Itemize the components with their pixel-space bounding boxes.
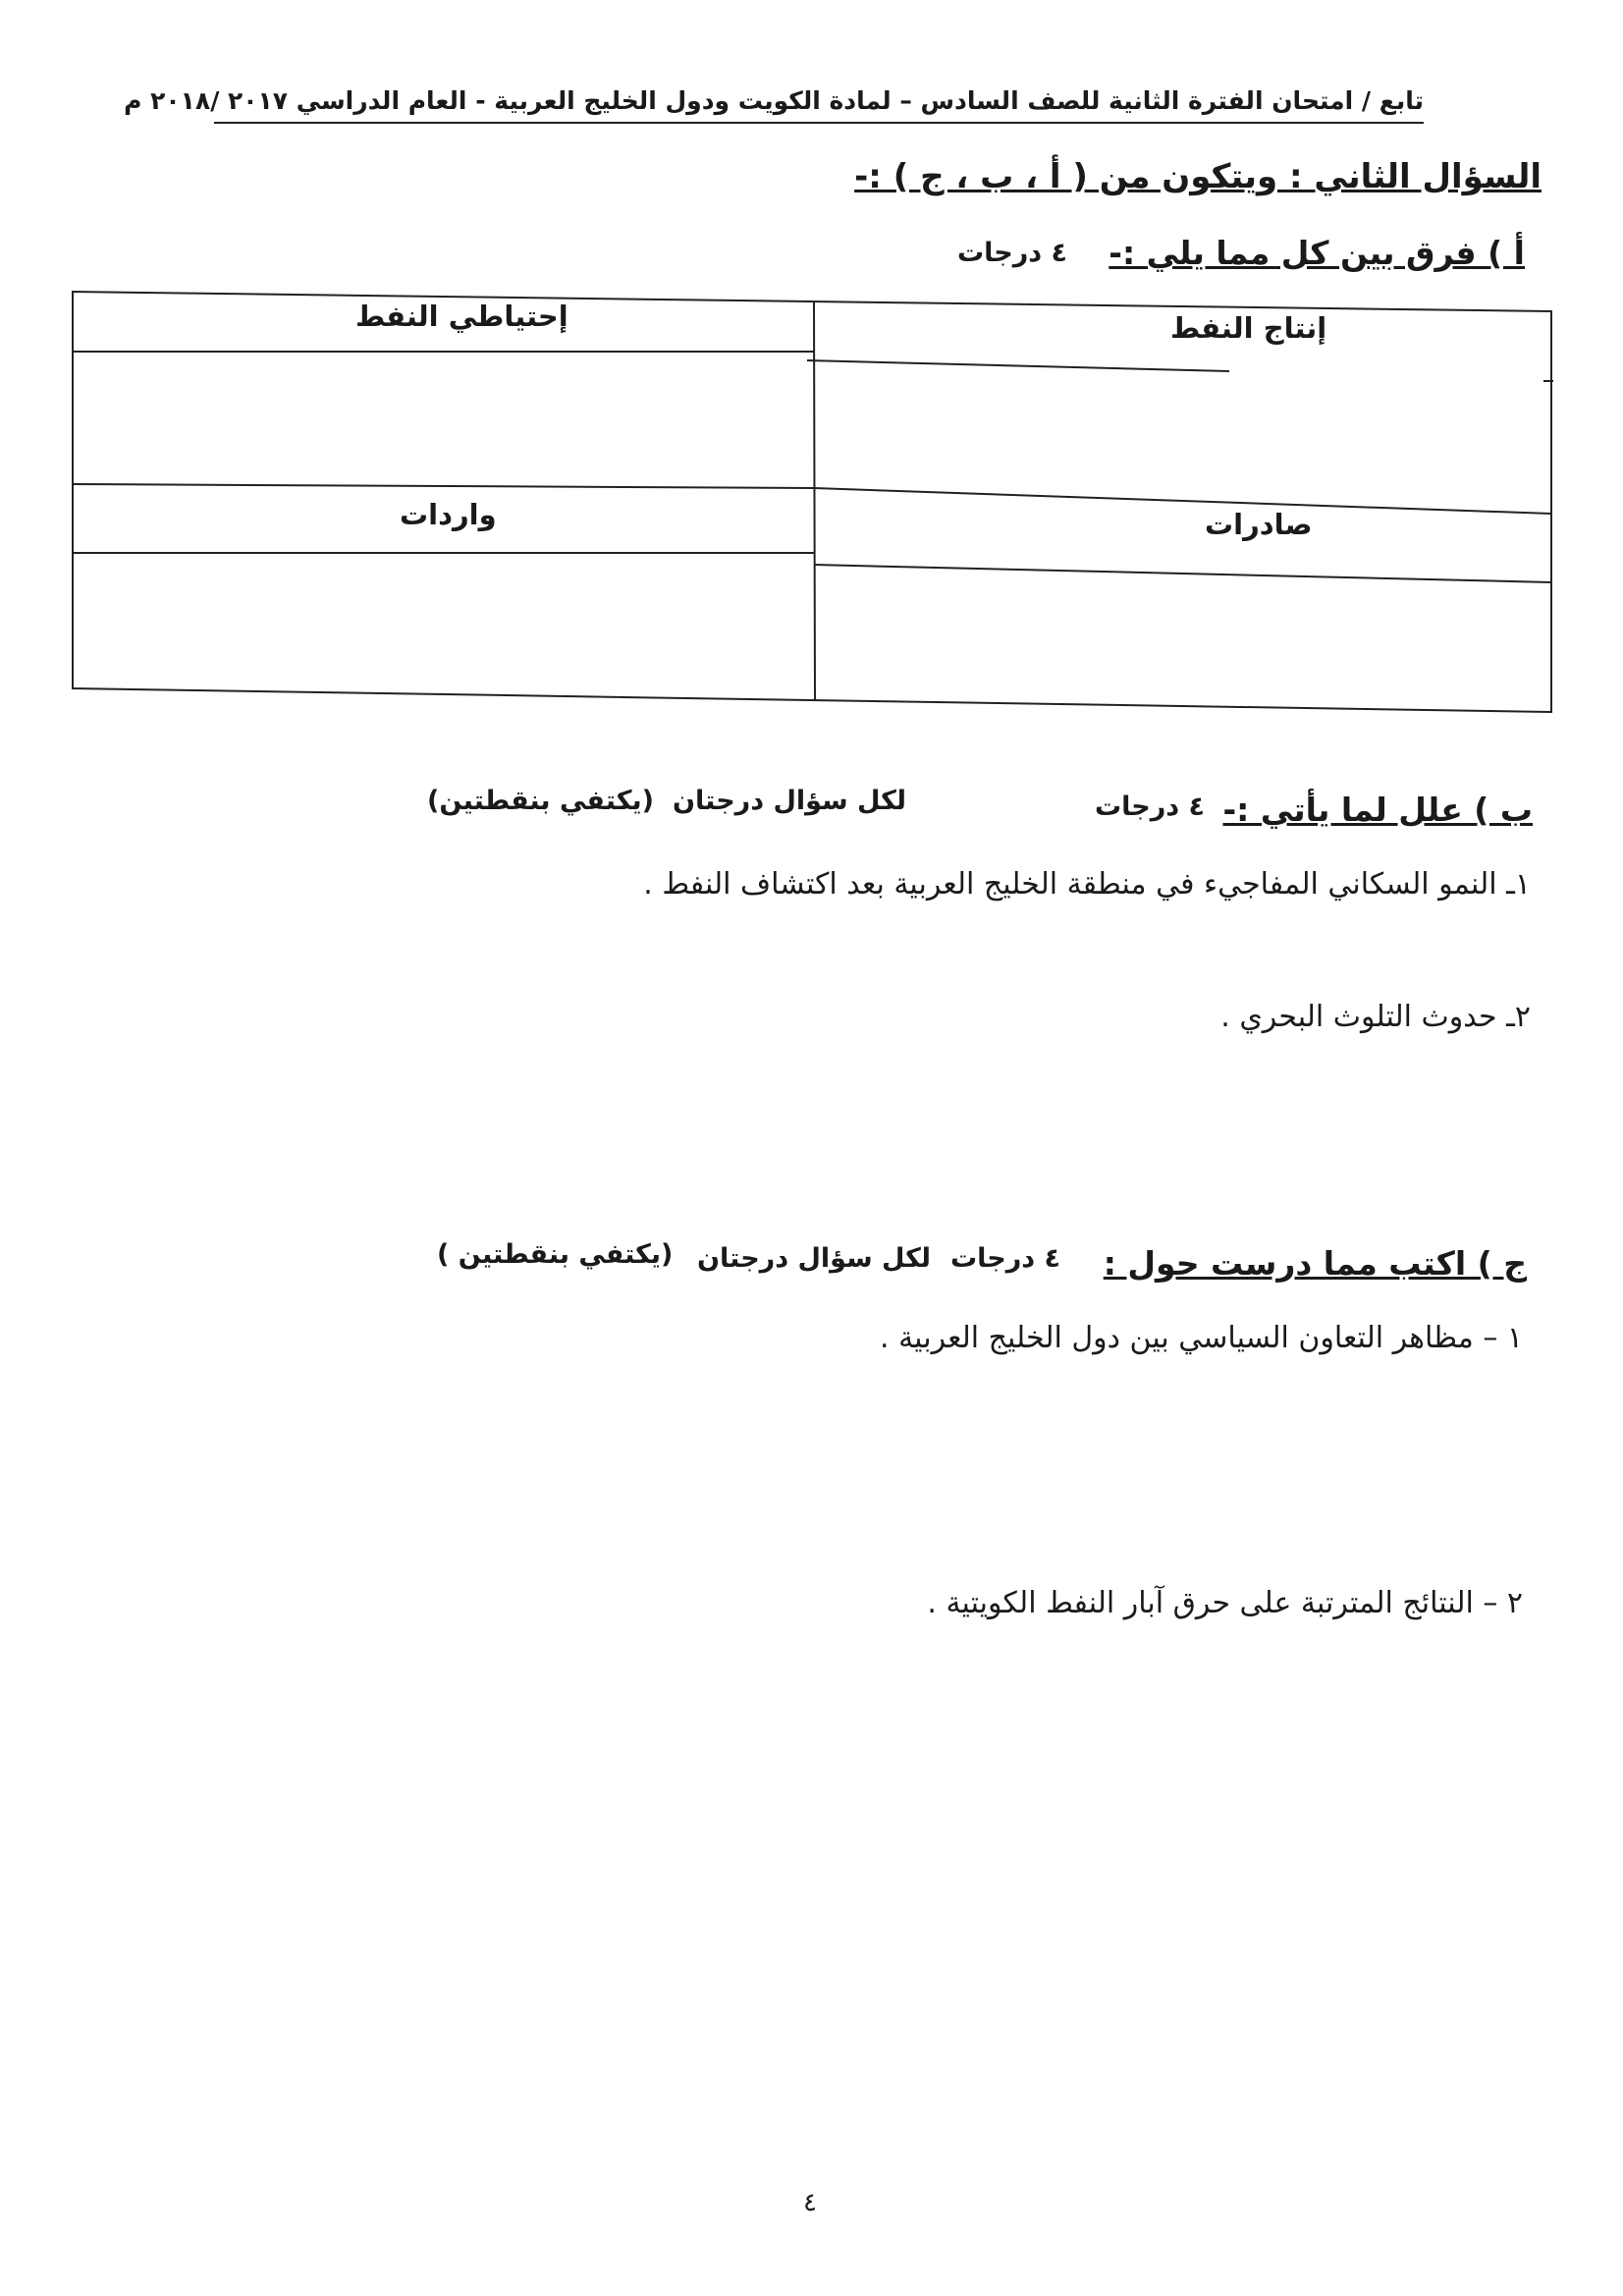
comparison-table	[71, 290, 1555, 715]
section-a-label: أ ) فرق بين كل مما يلي :-	[1109, 234, 1525, 272]
section-c-label: ج ) اكتب مما درست حول :	[1103, 1244, 1527, 1283]
section-c-item-2: ٢ – النتائج المترتبة على حرق آبار النفط الكويتية .	[927, 1586, 1523, 1620]
header-oil-production: إنتاج النفط	[1170, 311, 1327, 345]
page-header: تابع / امتحان الفترة الثانية للصف السادس – لمادة الكويت ودول الخليج العربية - العام الدراسي ٢٠١٧ /٢٠١٨ م	[124, 86, 1424, 115]
header-underline	[214, 122, 1424, 124]
header-exports: صادرات	[1205, 508, 1313, 541]
section-b-note: (يكتفي بنقطتين)	[427, 786, 654, 816]
section-a-marks: ٤ درجات	[957, 238, 1068, 268]
section-b-per-question: لكل سؤال درجتان	[673, 786, 906, 816]
section-b-item-1: ١ـ النمو السكاني المفاجيء في منطقة الخليج العربية بعد اكتشاف النفط .	[643, 867, 1531, 902]
comparison-table-lines	[71, 290, 1555, 715]
page-number: ٤	[803, 2188, 817, 2217]
header-oil-reserves: إحتياطي النفط	[355, 300, 568, 333]
section-b-marks: ٤ درجات	[1095, 792, 1206, 822]
question-title: السؤال الثاني : ويتكون من ( أ ، ب ، ج ) :-	[854, 157, 1542, 196]
header-imports: واردات	[400, 498, 497, 531]
section-b-label: ب ) علل لما يأتي :-	[1222, 791, 1533, 829]
section-c-note: (يكتفي بنقطتين )	[437, 1239, 674, 1270]
section-b-item-2: ٢ـ حدوث التلوث البحري .	[1220, 1000, 1531, 1034]
section-c-item-1: ١ – مظاهر التعاون السياسي بين دول الخليج العربية .	[880, 1321, 1523, 1355]
section-c-per-question: لكل سؤال درجتان	[697, 1243, 931, 1274]
section-c-marks: ٤ درجات	[950, 1243, 1061, 1274]
